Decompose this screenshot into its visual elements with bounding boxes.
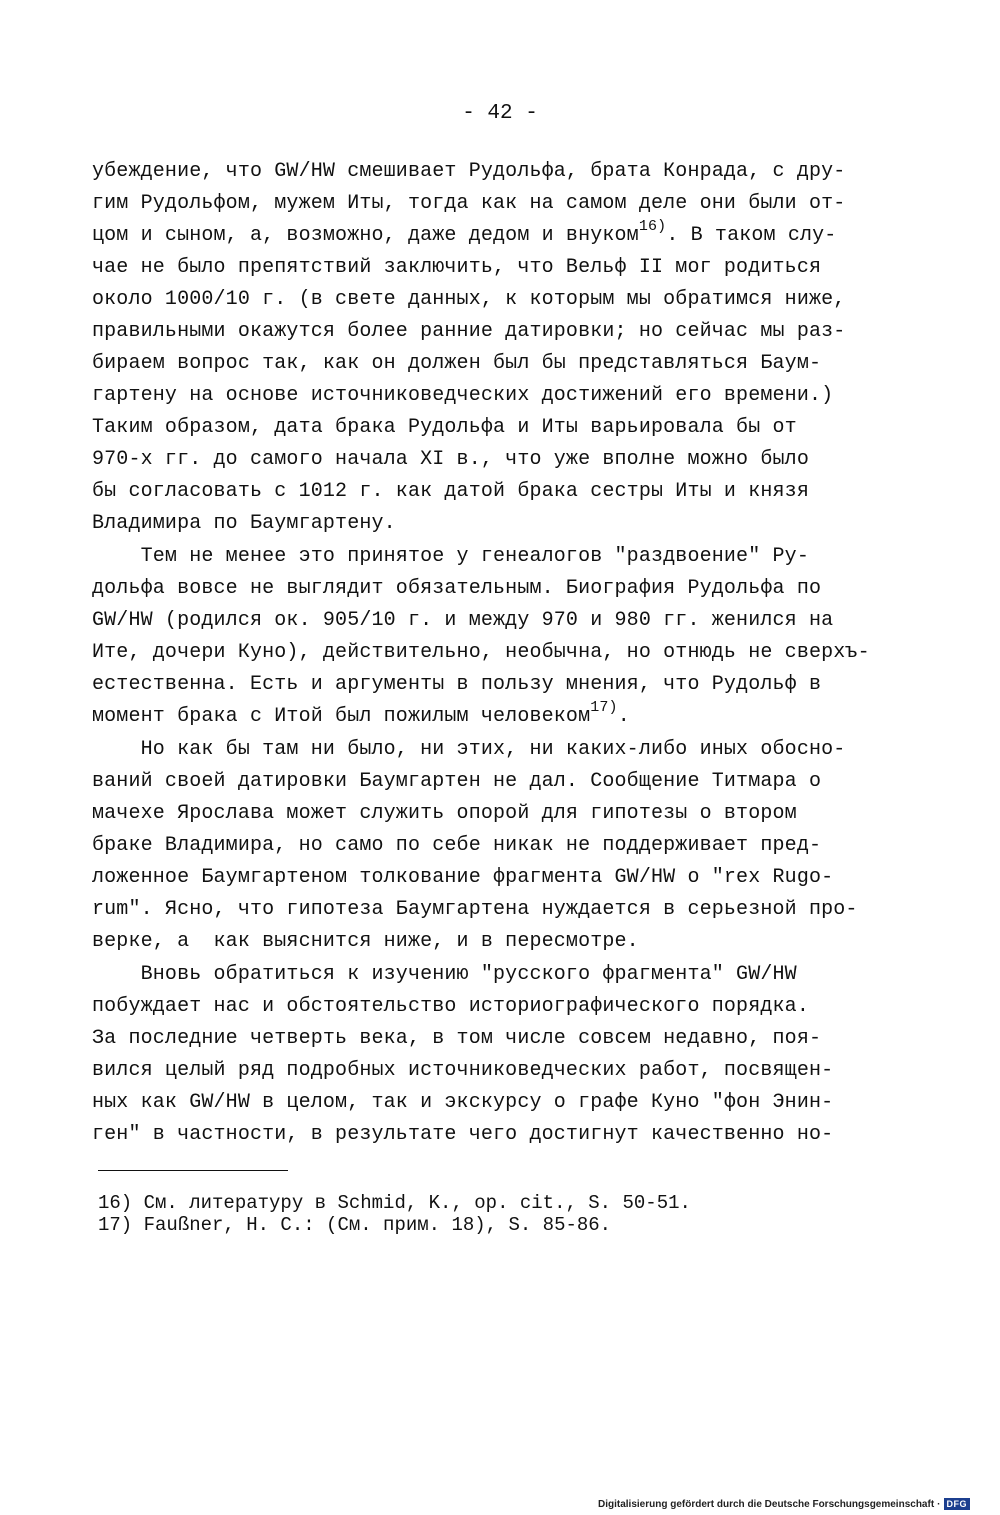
- page-number: - 42 -: [462, 102, 538, 125]
- text-line: около 1000/10 г. (в свете данных, к которым мы обратимся ниже,: [92, 288, 846, 311]
- text-line: ваний своей датировки Баумгартен не дал. Сообщение Титмара о: [92, 770, 822, 793]
- text-line: Ите, дочери Куно), действительно, необычна, но отнюдь не сверхъ-: [92, 641, 870, 664]
- text-line: чае не было препятствий заключить, что Вельф II мог родиться: [92, 256, 822, 279]
- footnote-16: 16) См. литературу в Schmid, K., op. cit., S. 50-51.: [98, 1192, 691, 1214]
- digitization-credit: [598, 1496, 970, 1512]
- text-line-main: цом и сыном, а, возможно, даже дедом и внуком: [92, 224, 639, 247]
- text-line-tail: . В таком слу-: [666, 224, 837, 247]
- text-line: Но как бы там ни было, ни этих, ни каких-либо иных обосно-: [92, 738, 846, 761]
- dfg-logo-icon: DFG: [944, 1498, 971, 1510]
- credit-text: Digitalisierung gefördert durch die Deutsche Forschungsgemeinschaft: [597, 1498, 935, 1510]
- text-line: GW/HW (родился ок. 905/10 г. и между 970 и 980 гг. женился на: [92, 609, 834, 632]
- footnote-ref-17: 17): [590, 699, 618, 717]
- text-line-tail: .: [617, 705, 630, 728]
- text-line: правильными окажутся более ранние датировки; но сейчас мы раз-: [92, 320, 846, 343]
- footnote-ref-16: 16): [638, 218, 667, 236]
- credit-separator-dot: ·: [937, 1498, 941, 1510]
- text-line: Владимира по Баумгартену.: [92, 512, 396, 535]
- text-line: убеждение, что GW/HW смешивает Рудольфа, брата Конрада, с дру-: [92, 160, 846, 183]
- text-line: [92, 699, 630, 729]
- footnote-divider: [98, 1170, 288, 1171]
- text-line: браке Владимира, но само по себе никак не поддерживает пред-: [92, 834, 822, 857]
- text-line: вился целый ряд подробных источниковедческих работ, посвящен-: [92, 1059, 834, 1082]
- text-line: гим Рудольфом, мужем Иты, тогда как на самом деле они были от-: [92, 192, 846, 215]
- text-line: [92, 218, 837, 248]
- text-line: Вновь обратиться к изучению "русского фрагмента" GW/HW: [92, 963, 797, 986]
- text-line: ложенное Баумгартеном толкование фрагмента GW/HW о "rex Rugo-: [92, 866, 834, 889]
- text-line: мачехе Ярослава может служить опорой для гипотезы о втором: [92, 802, 797, 825]
- text-line: 970-х гг. до самого начала XI в., что уже вполне можно было: [92, 448, 809, 471]
- text-line: побуждает нас и обстоятельство историографического порядка.: [92, 995, 809, 1018]
- footnote-17: 17) Faußner, H. C.: (См. прим. 18), S. 85-86.: [98, 1214, 612, 1236]
- text-line: бы согласовать с 1012 г. как датой брака сестры Иты и князя: [92, 480, 809, 503]
- text-line: За последние четверть века, в том числе совсем недавно, поя-: [92, 1027, 822, 1050]
- text-line: гартену на основе источниковедческих достижений его времени.): [92, 384, 834, 407]
- text-line: rum". Ясно, что гипотеза Баумгартена нуждается в серьезной про-: [92, 898, 858, 921]
- text-line: бираем вопрос так, как он должен был бы представляться Баум-: [92, 352, 822, 375]
- text-line: ген" в частности, в результате чего достигнут качественно но-: [92, 1123, 834, 1146]
- text-line: естественна. Есть и аргументы в пользу мнения, что Рудольф в: [92, 673, 822, 696]
- text-line: верке, а как выяснится ниже, и в пересмотре.: [92, 930, 639, 953]
- text-line-main: момент брака с Итой был пожилым человеком: [92, 705, 591, 728]
- text-line: Таким образом, дата брака Рудольфа и Иты варьировала бы от: [92, 416, 797, 439]
- text-line: дольфа вовсе не выглядит обязательным. Биография Рудольфа по: [92, 577, 822, 600]
- text-line: Тем не менее это принятое у генеалогов "раздвоение" Ру-: [92, 545, 809, 568]
- text-line: ных как GW/HW в целом, так и экскурсу о графе Куно "фон Энин-: [92, 1091, 834, 1114]
